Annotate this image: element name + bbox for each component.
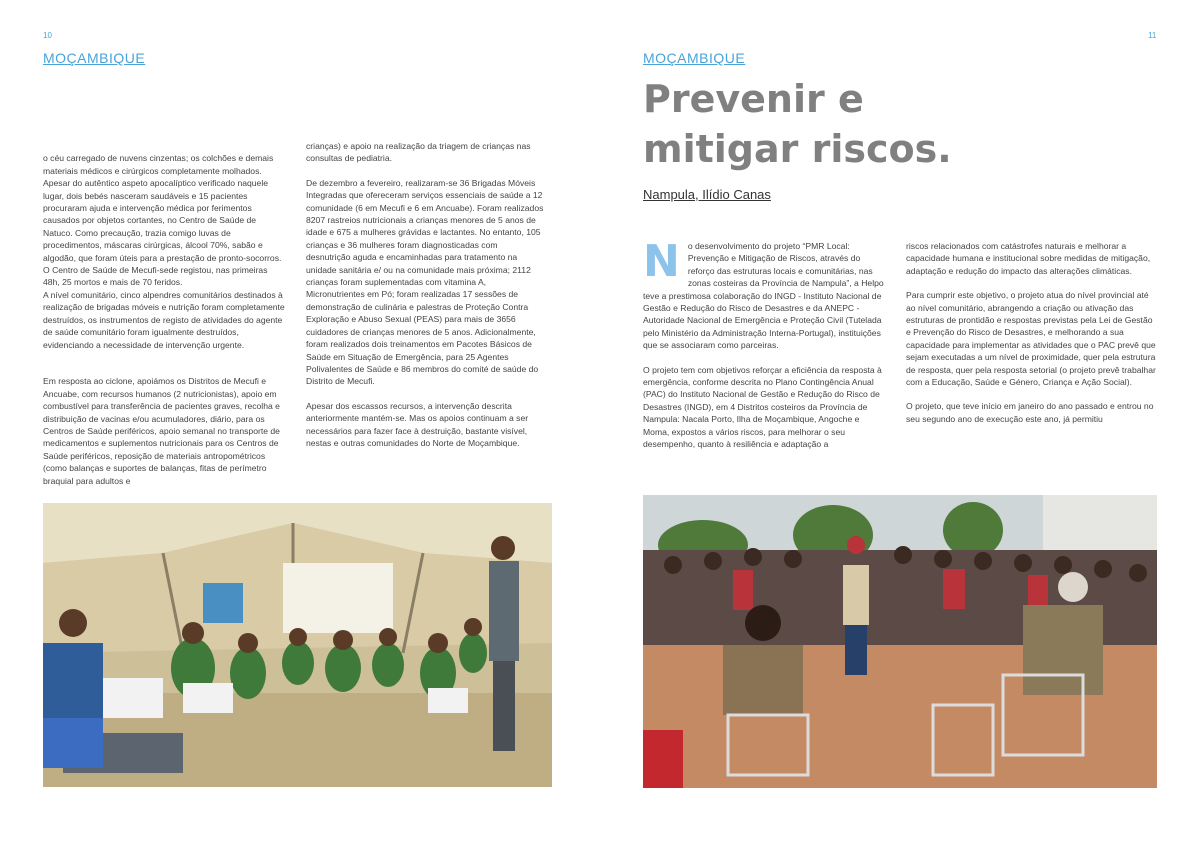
paragraph: riscos relacionados com catástrofes naturais e melhorar a capacidade humana e institucional sobre medidas de mitigação, adaptação e redução do impacto das alterações climáticas.: [906, 241, 1151, 276]
photo-tent-training: [43, 503, 552, 787]
paragraph: Apesar dos escassos recursos, a intervenção descrita anteriormente mantém-se. Mas os apoios continuam a ser necessários para fazer face à destruição, bastante visível, nestas e outras comunidades do Norte de Moçambique.: [306, 400, 529, 448]
article-column-right-1: [643, 236, 886, 463]
paragraph: No desenvolvimento do projeto “PMR Local: Prevenção e Mitigação de Riscos, através do reforço das estruturas locais e comunitárias, nas zonas costeiras da Província de Nampula”, a Helpo teve a prestimosa colaboração do INGD - Instituto Nacional de Gestão e Redução do Risco de Desastres e da ANEPC - Autoridade Nacional de Emergência e Proteção Civil (Tutelada pelo Ministério da Administração Interna-Portugal), instituições que se associaram como parceiras.: [643, 236, 884, 351]
page-number-left: 10: [43, 31, 52, 40]
paragraph: o céu carregado de nuvens cinzentas; os colchões e demais materiais médicos e cirúrgicos completamente molhados. Apesar do autêntico aspeto apocalíptico verificado naquele lugar, dois bebés nasceram saudáveis e 15 pacientes procuraram ajuda e intervenção médica por ferimentos causados por objetos cortantes, no Centro de Saúde de Natuco. Como precaução, trazia comigo luvas de procedimentos, máscaras cirúrgicas, álcool 70%, sabão e algodão, que foram úteis para a prestação de pronto-socorros. O Centro de Saúde de Mecufi-sede registou, nas primeiras 48h, 25 mortos e mais de 70 feridos. A nível comunitário, cinco alpendres comunitários destinados à realização de brigadas móveis e nutrição foram completamente destruídos, os instrumentos de registo de atividades do agente de saúde comunitário foram igualmente destruídos, evidenciando a necessidade de intervenção urgente.: [43, 153, 285, 350]
title-line-2: mitigar riscos.: [643, 127, 952, 171]
article-column-left-1: [43, 140, 286, 511]
article-column-right-2: [906, 240, 1156, 437]
section-label-left: MOÇAMBIQUE: [43, 50, 146, 66]
article-title: [643, 74, 952, 174]
byline: Nampula, Ilídio Canas: [643, 187, 771, 202]
photo-community-meeting: [643, 495, 1157, 788]
paragraph: Para cumprir este objetivo, o projeto atua do nível provincial até ao nível comunitário, abrangendo a criação ou ativação das estruturas de prontidão e respostas previstas pela Lei de Gestão e Prevenção do Risco de Desastres, e melhorando a sua capacidade para implementar as atividades que o PAC prevê que sejam executadas a um nível de proximidade, quer pela estrutura de resposta, quer pela resposta setorial (o projeto prevê trabalhar com a Educação, Saúde e Género, Criança e Ação Social).: [906, 290, 1156, 388]
paragraph: Em resposta ao ciclone, apoiámos os Distritos de Mecufi e Ancuabe, com recursos humanos (2 nutricionistas), apoio em combustível para transferência de pacientes graves, recolha e distribuição de vacinas e/ou acumuladores, diário, para os Centros de Saúde periféricos, apoio semanal no transporte de medicamentos e suplementos nutricionais para os Centros de Saúde periféricos, reposição de materiais antropométricos (como balanças e suportes de balanças, fitas de perímetro braquial para adultos e: [43, 376, 280, 486]
title-line-1: Prevenir e: [643, 77, 864, 121]
page-number-right: 11: [1148, 31, 1157, 40]
paragraph: crianças) e apoio na realização da triagem de crianças nas consultas de pediatria.: [306, 141, 531, 164]
paragraph: O projeto, que teve início em janeiro do ano passado e entrou no seu segundo ano de execução este ano, já permitiu: [906, 401, 1154, 424]
drop-cap: N: [643, 236, 680, 287]
article-column-left-2: [306, 140, 544, 461]
section-label-right: MOÇAMBIQUE: [643, 50, 746, 66]
paragraph: O projeto tem com objetivos reforçar a eficiência da resposta à emergência, conforme descrita no Plano Contingência Anual (PAC) do Instituto Nacional de Gestão e Redução do Risco de Desastres (INGD), em 4 Distritos costeiros da Província de Nampula: Nacala Porto, Ilha de Moçambique, Angoche e Moma, expostos a vários riscos, para melhorar o seu desempenho, quanto à resiliência e adaptação a: [643, 364, 882, 450]
paragraph: De dezembro a fevereiro, realizaram-se 36 Brigadas Móveis Integradas que ofereceram serviços essenciais de saúde a 12 comunidade (6 em Mecufi e 6 em Ancuabe). Foram realizados 8207 rastreios nutricionais a crianças menores de 5 anos de idade e 675 a mulheres grávidas e lactantes. No entanto, 105 crianças e 36 mulheres foram diagnosticadas com desnutrição aguda e encaminhadas para tratamento na unidade sanitária e/ ou na comunidade mais próxima; 2112 crianças foram suplementadas com vitamina A, Micronutrientes em Pó; foram realizadas 17 sessões de demonstração de culinária e palestras de Proteção Contra Exploração e Abuso Sexual (PEAS) para mais de 3656 cuidadores de crianças menores de 5 anos. Adicionalmente, foram realizados dois treinamentos em Pacotes Básicos de Saúde em Situação de Emergência, para 25 Agentes Polivalentes de Saúde e 86 membros do comité de saúde do Distrito de Mecufi.: [306, 177, 544, 387]
